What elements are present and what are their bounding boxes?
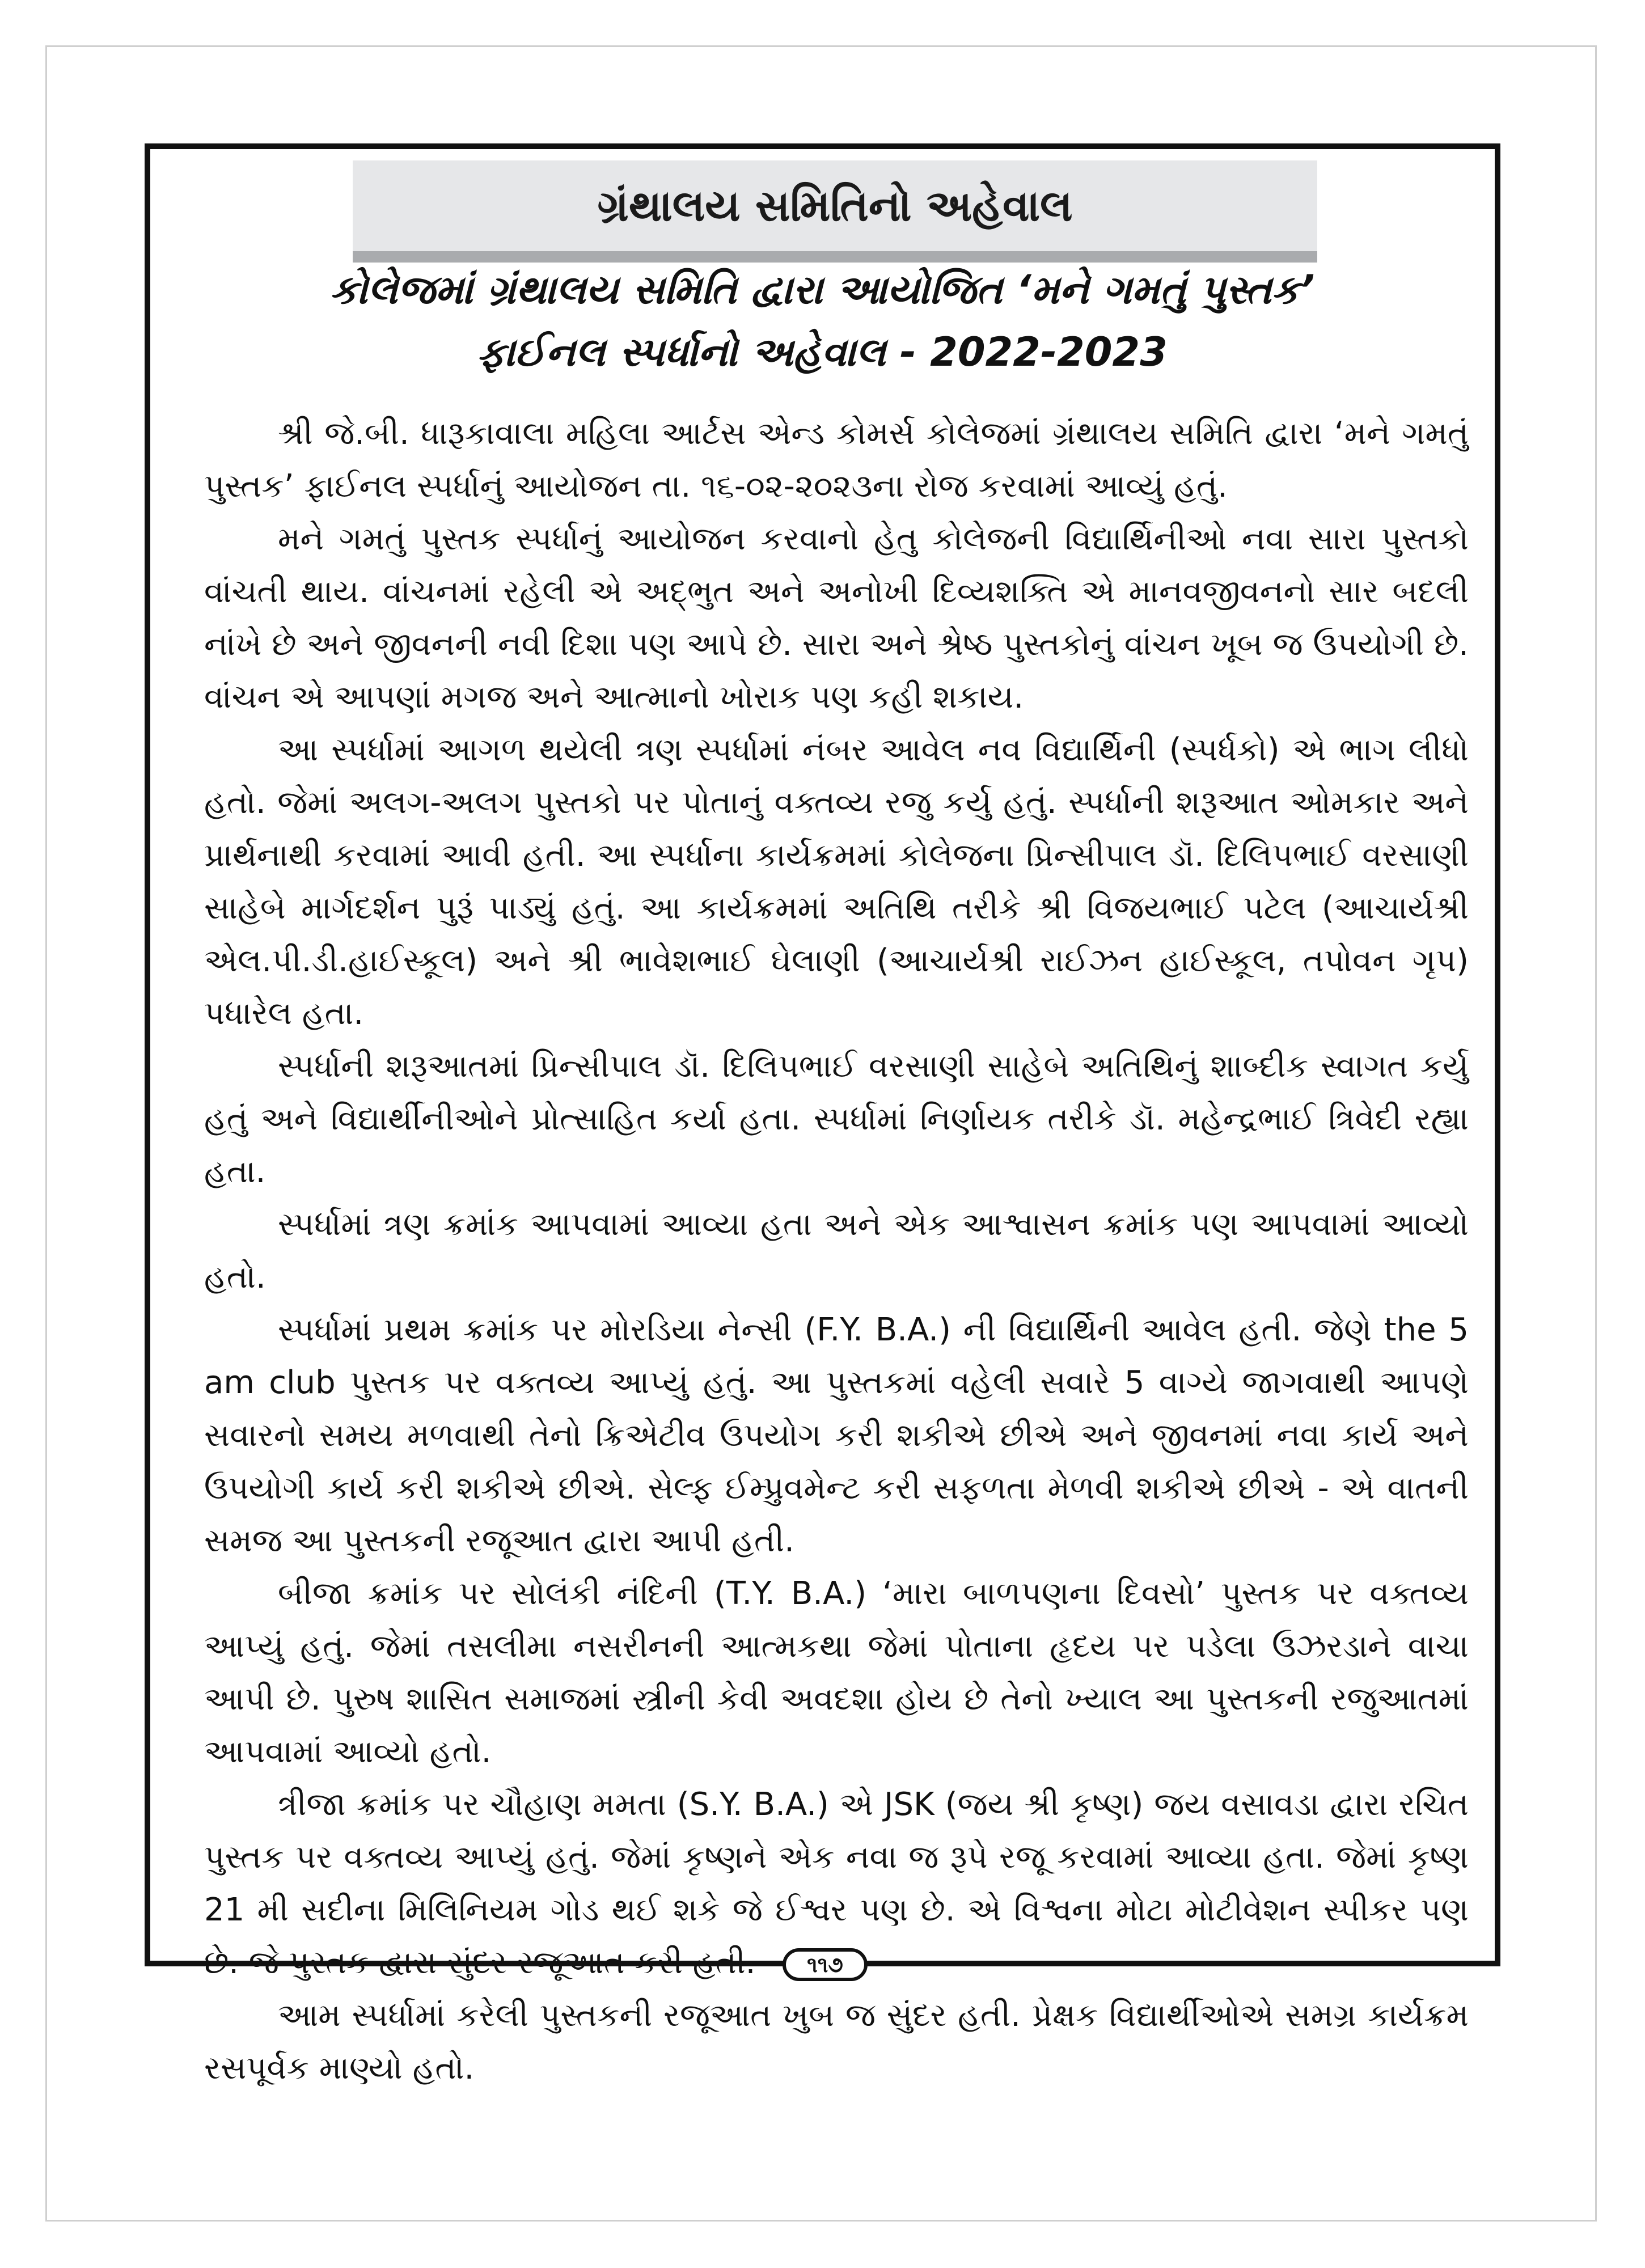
paragraph-conclusion: આમ સ્પર્ધામાં કરેલી પુસ્તકની રજૂઆત ખુબ જ સુંદર હતી. પ્રેક્ષક વિદ્યાર્થીઓએ સમગ્ર કાર્યક્રમ રસપૂર્વક માણ્યો હતો.	[204, 1997, 1469, 2087]
subtitle-line-2: ફાઈનલ સ્પર્ધાનો અહેવાલ - 2022-2023	[477, 329, 1168, 375]
paragraph-third-rank: ત્રીજા ક્રમાંક પર ચૌહાણ મમતા (S.Y. B.A.) એ JSK (જય શ્રી કૃષ્ણ) જય વસાવડા દ્વારા રચિત પુસ્તક પર વક્તવ્ય આપ્યું હતું. જેમાં કૃષ્ણને એક નવા જ રૂપે રજૂ કરવામાં આવ્યા હતા. જેમાં કૃષ્ણ 21 મી સદીના મિલિનિયમ ગોડ થઈ શકે જે ઈશ્વર પણ છે. એ વિશ્વના મોટા મોટીવેશન સ્પીકર પણ છે. જે પુસ્તક દ્વારા સુંદર રજૂઆત કરી હતી.	[204, 1786, 1469, 1981]
report-title-banner	[353, 160, 1317, 263]
page-number: ૧૧૭	[807, 1952, 843, 1977]
paragraph-participants: આ સ્પર્ધામાં આગળ થયેલી ત્રણ સ્પર્ધામાં નંબર આવેલ નવ વિદ્યાર્થિની (સ્પર્ધકો) એ ભાગ લીધો હતો. જેમાં અલગ-અલગ પુસ્તકો પર પોતાનું વક્તવ્ય રજુ કર્યુ હતું. સ્પર્ધાની શરૂઆત ઓમકાર અને પ્રાર્થનાથી કરવામાં આવી હતી. આ સ્પર્ધાના કાર્યક્રમમાં કોલેજના પ્રિન્સીપાલ ડૉ. દિલિપભાઈ વરસાણી સાહેબે માર્ગદર્શન પુરૂં પાડ્યું હતું. આ કાર્યક્રમમાં અતિથિ તરીકે શ્રી વિજયભાઈ પટેલ (આચાર્યશ્રી એલ.પી.ડી.હાઈસ્કૂલ) અને શ્રી ભાવેશભાઈ ઘેલાણી (આચાર્યશ્રી રાઈઝન હાઈસ્કૂલ, તપોવન ગૃપ) પધારેલ હતા.	[204, 731, 1469, 1032]
page-number-badge	[783, 1948, 868, 1981]
paragraph-purpose: મને ગમતું પુસ્તક સ્પર્ધાનું આયોજન કરવાનો હેતુ કોલેજની વિદ્યાર્થિનીઓ નવા સારા પુસ્તકો વાંચતી થાય. વાંચનમાં રહેલી એ અદ્‌ભુત અને અનોખી દિવ્યશક્તિ એ માનવજીવનનો સાર બદલી નાંખે છે અને જીવનની નવી દિશા પણ આપે છે. સારા અને શ્રેષ્ઠ પુસ્તકોનું વાંચન ખૂબ જ ઉપયોગી છે. વાંચન એ આપણાં મગજ અને આત્માનો ખોરાક પણ કહી શકાય.	[204, 521, 1469, 716]
paragraph-first-rank: સ્પર્ધામાં પ્રથમ ક્રમાંક પર મોરડિયા નેન્સી (F.Y. B.A.) ની વિદ્યાર્થિની આવેલ હતી. જેણે the 5 am club પુસ્તક પર વક્તવ્ય આપ્યું હતું. આ પુસ્તકમાં વહેલી સવારે 5 વાગ્યે જાગવાથી આપણે સવારનો સમય મળવાથી તેનો ક્રિએટીવ ઉપયોગ કરી શકીએ છીએ અને જીવનમાં નવા કાર્ય અને ઉપયોગી કાર્ય કરી શકીએ છીએ. સેલ્ફ ઈમ્પ્રુવમેન્ટ કરી સફળતા મેળવી શકીએ છીએ - એ વાતની સમજ આ પુસ્તકની રજૂઆત દ્વારા આપી હતી.	[204, 1311, 1469, 1559]
paragraph-welcome: સ્પર્ધાની શરૂઆતમાં પ્રિન્સીપાલ ડૉ. દિલિપભાઈ વરસાણી સાહેબે અતિથિનું શાબ્દીક સ્વાગત કર્યુ હતું અને વિદ્યાર્થીનીઓને પ્રોત્સાહિત કર્યા હતા. સ્પર્ધામાં નિર્ણાયક તરીકે ડૉ. મહેન્દ્રભાઈ ત્રિવેદી રહ્યા હતા.	[204, 1048, 1469, 1190]
report-title: ગ્રંથાલય સમિતિનો અહેવાલ	[597, 180, 1073, 231]
paragraph-ranks: સ્પર્ધામાં ત્રણ ક્રમાંક આપવામાં આવ્યા હતા અને એક આશ્વાસન ક્રમાંક પણ આપવામાં આવ્યો હતો.	[204, 1206, 1469, 1296]
report-body	[204, 407, 1469, 2094]
subtitle-line-1: કોલેજમાં ગ્રંથાલય સમિતિ દ્વારા આયોજિત ‘મને ગમતું પુસ્તક’	[329, 266, 1315, 313]
paragraph-second-rank: બીજા ક્રમાંક પર સોલંકી નંદિની (T.Y. B.A.) ‘મારા બાળપણના દિવસો’ પુસ્તક પર વક્તવ્ય આપ્યું હતું. જેમાં તસલીમા નસરીનની આત્મકથા જેમાં પોતાના હૃદય પર પડેલા ઉઝરડાને વાચા આપી છે. પુરુષ શાસિત સમાજમાં સ્ત્રીની કેવી અવદશા હોય છે તેનો ખ્યાલ આ પુસ્તકની રજુઆતમાં આપવામાં આવ્યો હતો.	[204, 1575, 1469, 1770]
paragraph-intro: શ્રી જે.બી. ધારૂકાવાલા મહિલા આર્ટસ એન્ડ કોમર્સ કોલેજમાં ગ્રંથાલય સમિતિ દ્વારા ‘મને ગમતું પુસ્તક’ ફાઈનલ સ્પર્ધાનું આયોજન તા. ૧૬-૦૨-૨૦૨૩ના રોજ કરવામાં આવ્યું હતું.	[204, 415, 1469, 505]
